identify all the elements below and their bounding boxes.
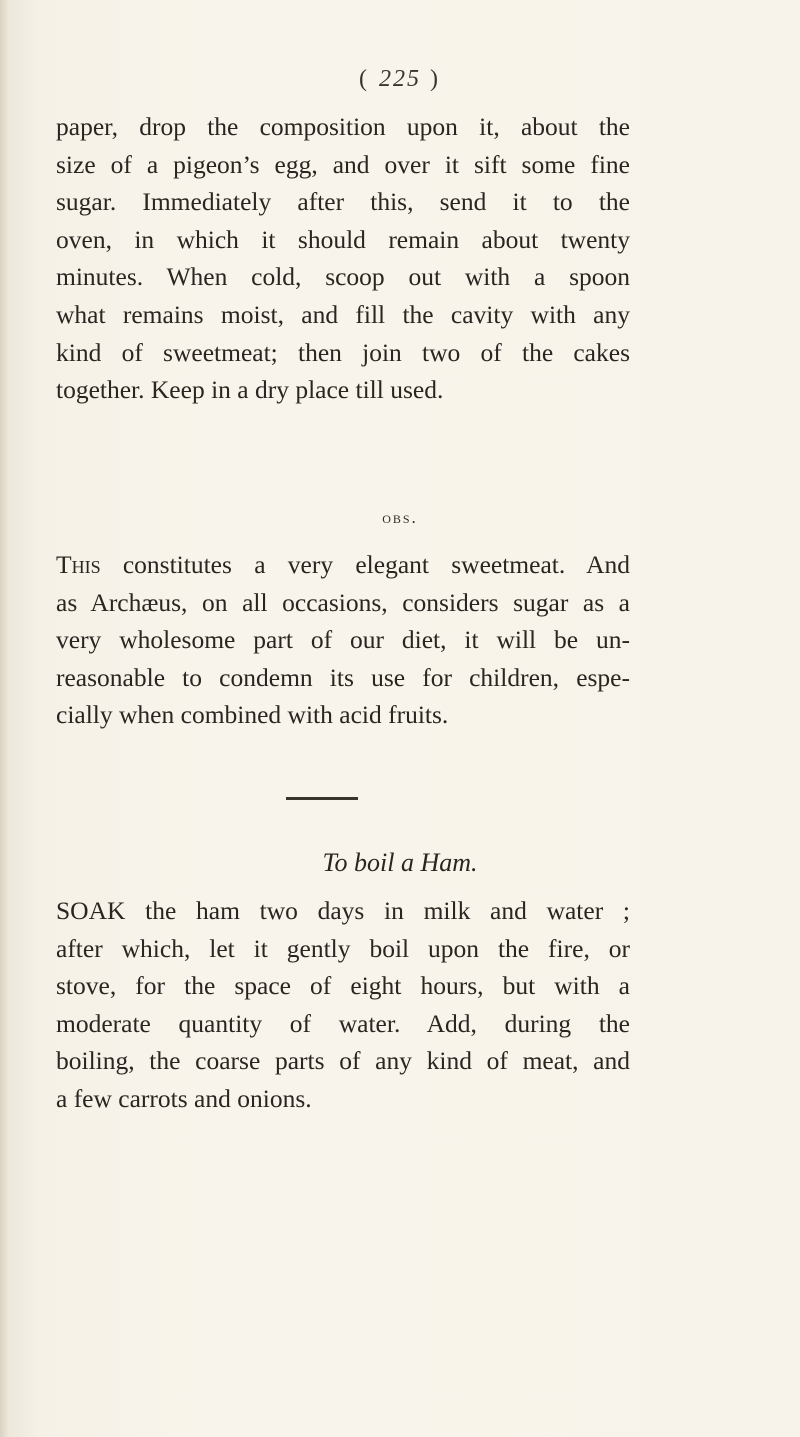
text-line: sugar. Immediately after this, send it to the: [56, 187, 630, 217]
text-line: size of a pigeon’s egg, and over it sift some fine: [56, 149, 630, 179]
obs-label: obs.: [382, 508, 418, 527]
text-line: kind of sweetmeat; then join two of the cakes: [56, 337, 630, 367]
section-divider: [286, 797, 358, 800]
text-line: boiling, the coarse parts of any kind of meat, and: [56, 1046, 630, 1076]
paragraph-ham-recipe: [56, 892, 630, 1118]
page-binding-edge: [0, 0, 8, 1437]
text-line: reasonable to condemn its use for children, espe-: [56, 662, 630, 692]
text-line: stove, for the space of eight hours, but with a: [56, 971, 630, 1001]
paragraph-continued-recipe: [56, 108, 630, 409]
text-line: minutes. When cold, scoop out with a spoon: [56, 262, 630, 292]
text-line: moderate quantity of water. Add, during the: [56, 1008, 630, 1038]
page-number-value: 225: [379, 66, 421, 92]
text-line-rest: constitutes a very elegant sweetmeat. And: [100, 550, 630, 579]
text-line: what remains moist, and fill the cavity with any: [56, 299, 630, 329]
text-line: as Archæus, on all occasions, considers sugar as a: [56, 587, 630, 617]
text-line: after which, let it gently boil upon the fire, or: [56, 933, 630, 963]
text-line: oven, in which it should remain about twenty: [56, 224, 630, 254]
text-line: cially when combined with acid fruits.: [56, 700, 449, 730]
paragraph-observation: [56, 546, 630, 734]
lead-word: This: [56, 550, 101, 579]
page-number: ( 225 ): [359, 66, 441, 92]
text-line: a few carrots and onions.: [56, 1083, 312, 1113]
text-line: paper, drop the composition upon it, about the: [56, 112, 630, 141]
text-line: [56, 546, 630, 584]
text-line: very wholesome part of our diet, it will be un-: [56, 625, 630, 655]
section-heading: To boil a Ham.: [322, 848, 478, 877]
text-line: SOAK the ham two days in milk and water ;: [56, 896, 630, 925]
text-line: together. Keep in a dry place till used.: [56, 375, 444, 405]
